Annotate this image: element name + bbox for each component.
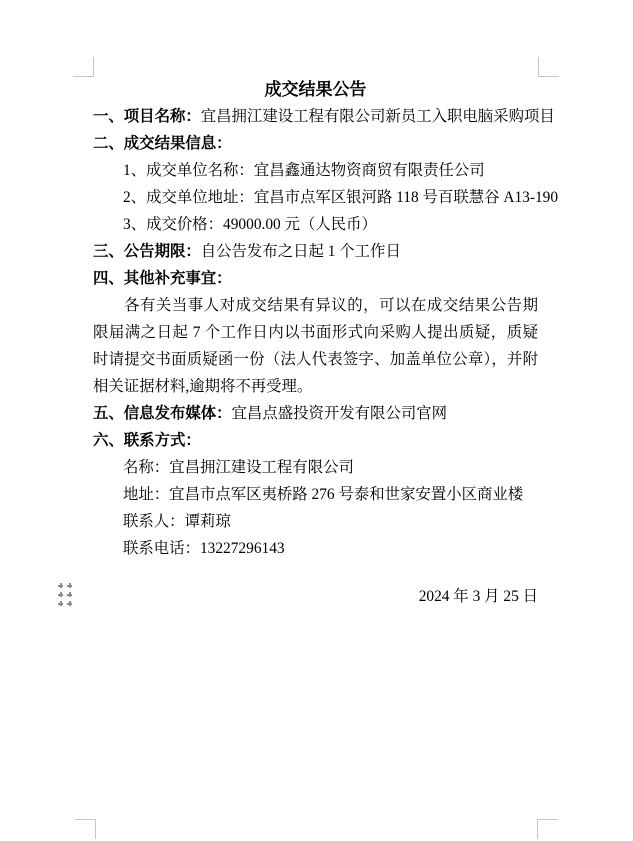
drag-handle-dot xyxy=(67,583,72,588)
drag-handle-dot xyxy=(58,583,63,588)
contact-name-line: 名称：宜昌拥江建设工程有限公司 xyxy=(123,459,354,476)
media-line xyxy=(93,400,538,427)
contact-heading: 六、联系方式： xyxy=(93,432,201,449)
drag-handle-dot xyxy=(67,592,72,597)
drag-handle-dot xyxy=(58,601,63,606)
winner-name-item: 1、成交单位名称：宜昌鑫通达物资商贸有限责任公司 xyxy=(123,162,485,179)
section-text: 自公告发布之日起 1 个工作日 xyxy=(200,243,401,260)
margin-mark-top-left xyxy=(73,57,94,77)
document-content xyxy=(93,76,559,610)
price-item: 3、成交价格：49000.00 元（人民币） xyxy=(123,216,377,233)
section-label: 一、项目名称： xyxy=(93,108,201,125)
section-label: 五、信息发布媒体： xyxy=(93,405,232,422)
objection-paragraph: 各有关当事人对成交结果有异议的，可以在成交结果公告期限届满之日起 7 个工作日内以书面形式向采购人提出质疑，质疑时请提交书面质疑函一份（法人代表签字、加盖单位公章），并附相关证据材料,逾期将不再受理。 xyxy=(93,297,538,395)
result-info-heading: 二、成交结果信息： xyxy=(93,135,232,152)
margin-mark-top-right xyxy=(538,57,559,77)
contact-address-line: 地址：宜昌市点军区夷桥路 276 号泰和世家安置小区商业楼 xyxy=(123,486,524,503)
section-text: 宜昌点盛投资开发有限公司官网 xyxy=(231,405,448,422)
document-title: 成交结果公告 xyxy=(264,80,367,99)
winner-address-item: 2、成交单位地址：宜昌市点军区银河路 118 号百联慧谷 A13-190 xyxy=(123,189,559,206)
announcement-period-line xyxy=(93,238,538,265)
supplement-heading: 四、其他补充事宜： xyxy=(93,270,232,287)
drag-handle-dot xyxy=(58,592,63,597)
margin-mark-bottom-left xyxy=(75,819,96,839)
project-name-line xyxy=(93,103,555,130)
section-label: 三、公告期限： xyxy=(93,243,201,260)
margin-mark-bottom-right xyxy=(537,819,558,839)
drag-handle-icon[interactable] xyxy=(58,583,72,606)
contact-phone-line: 联系电话：13227296143 xyxy=(123,540,285,557)
contact-person-line: 联系人：谭莉琼 xyxy=(123,513,231,530)
date-line: 2024 年 3 月 25 日 xyxy=(418,588,538,605)
drag-handle-dot xyxy=(67,601,72,606)
section-text: 宜昌拥江建设工程有限公司新员工入职电脑采购项目 xyxy=(200,108,555,125)
